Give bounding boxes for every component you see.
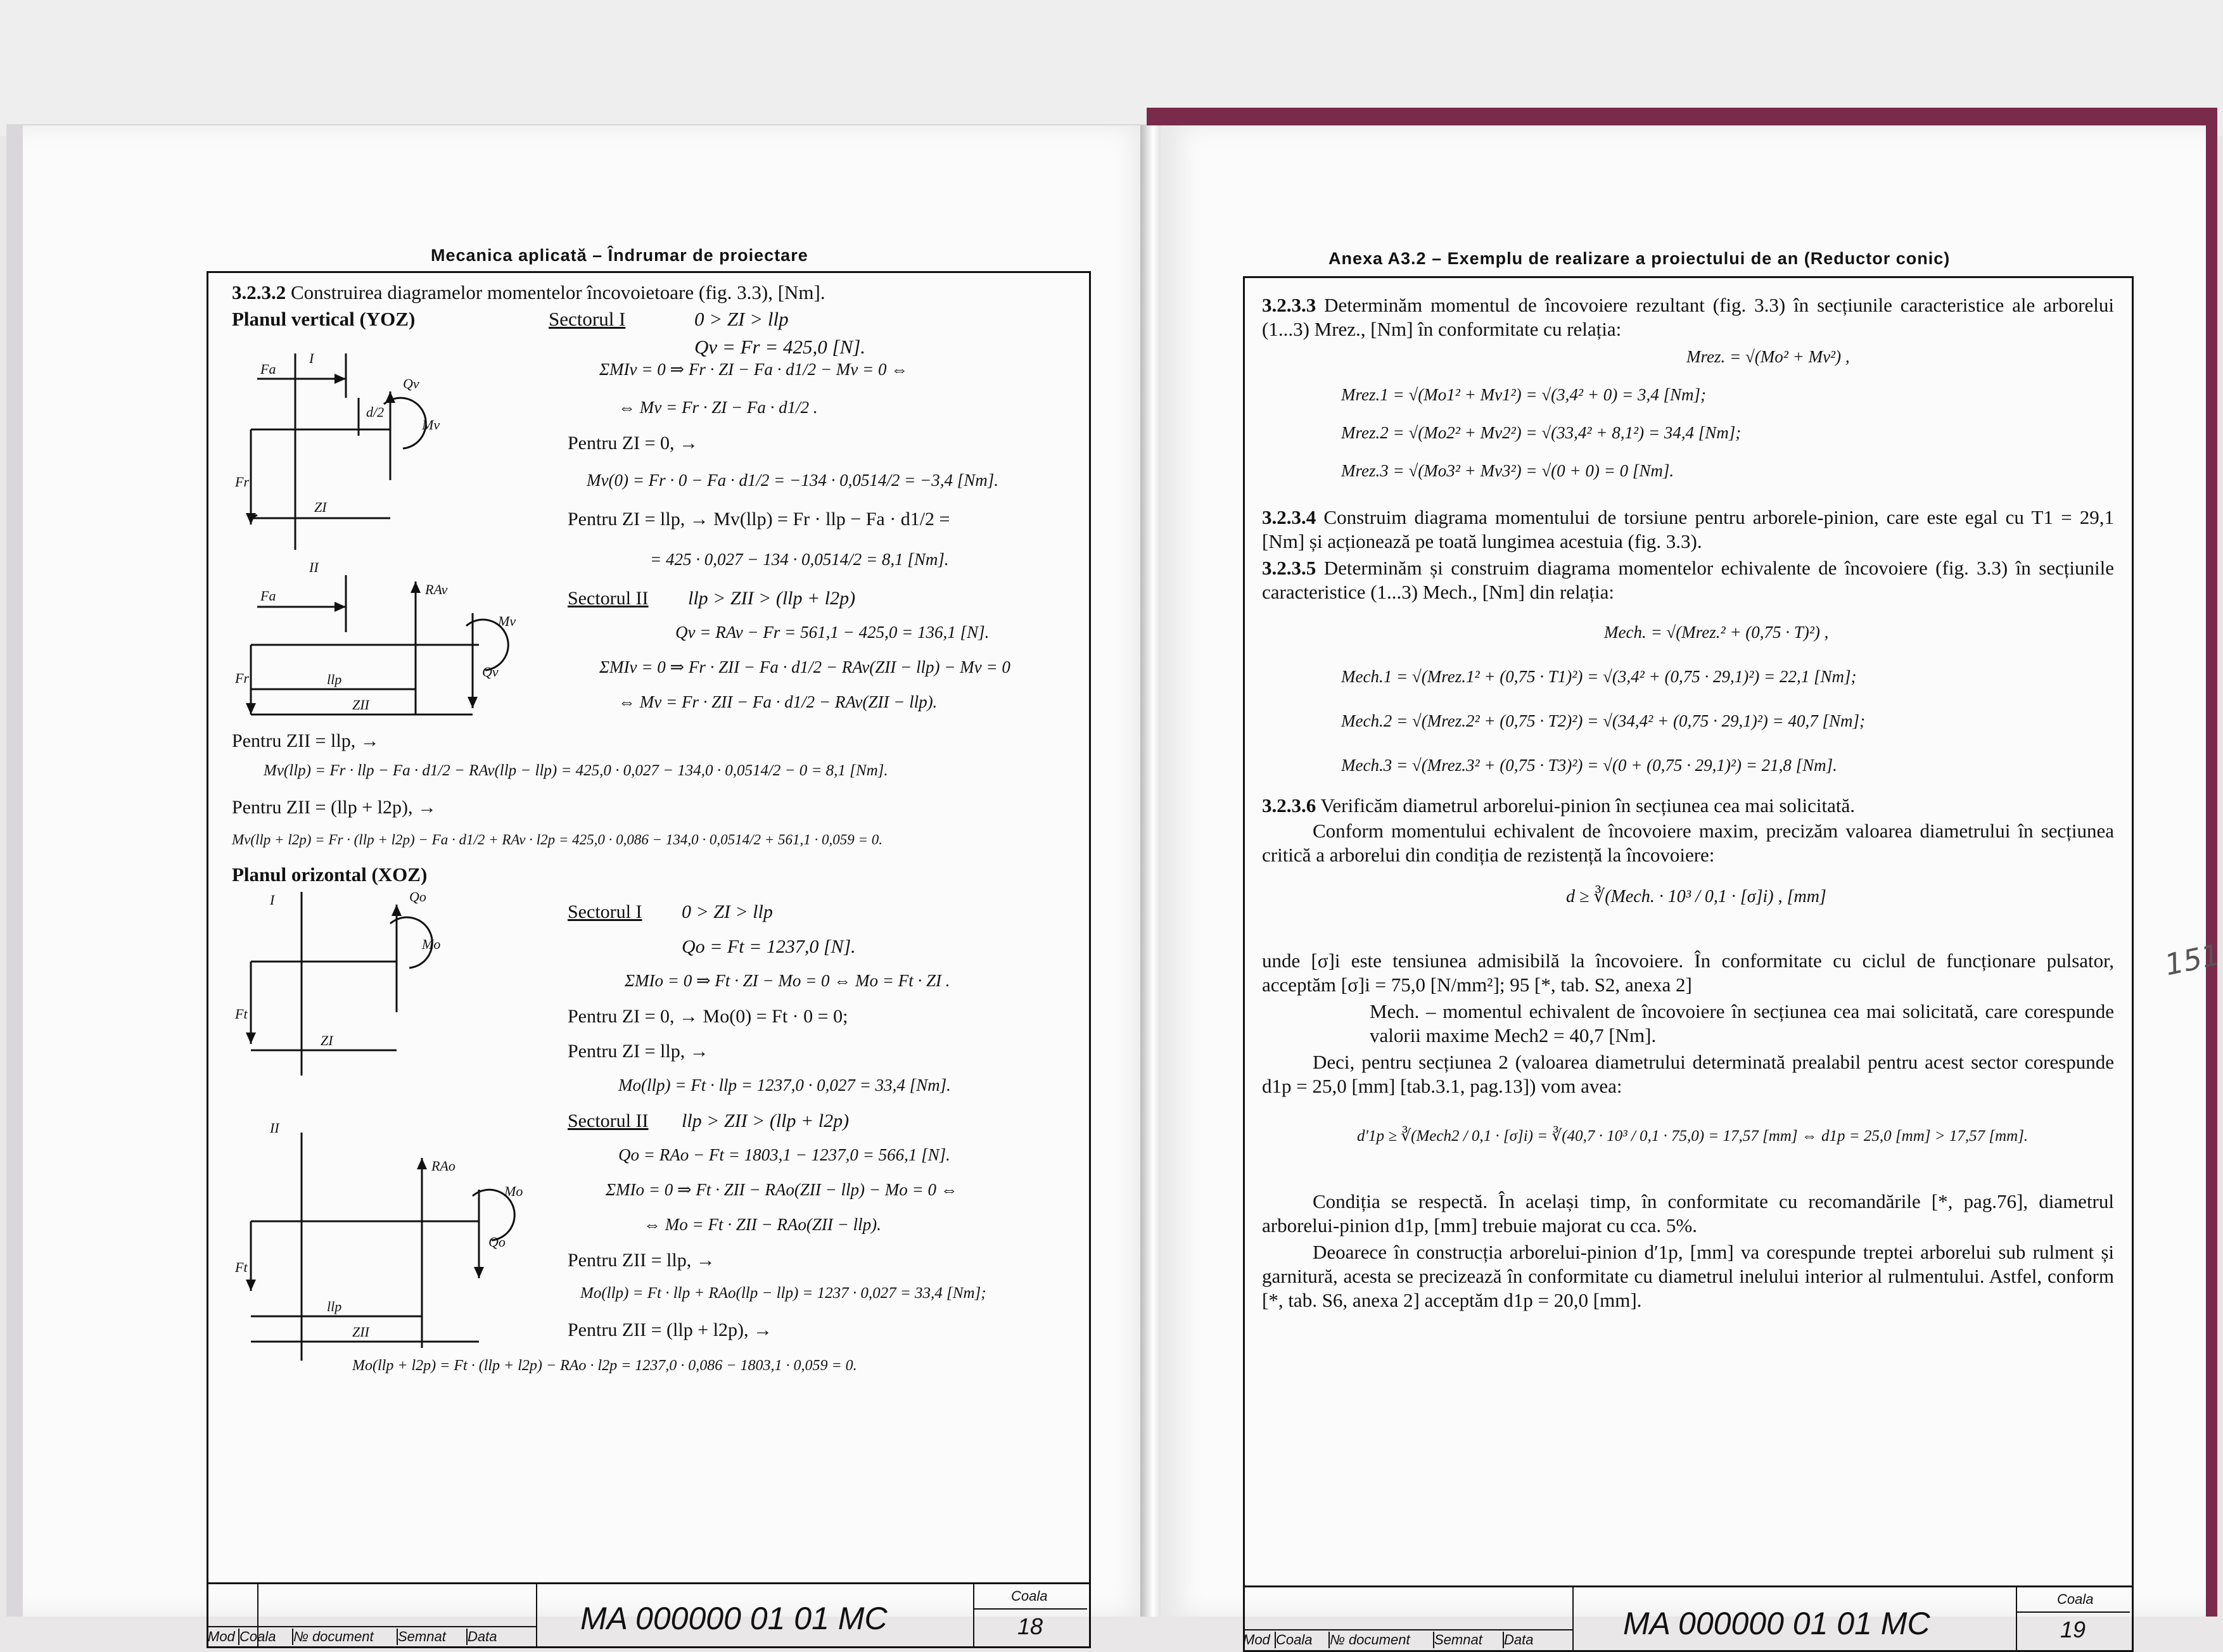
heading-number: 3.2.3.6 xyxy=(1262,794,1316,816)
section-3-2-3-4 xyxy=(1262,505,2114,554)
section-3-2-3-6 xyxy=(1262,794,2114,818)
mv-label: Mv xyxy=(422,417,440,433)
equation: Qo = RAo − Ft = 1803,1 − 1237,0 = 566,1 [N]. xyxy=(618,1145,950,1164)
heading-number: 3.2.3.2 xyxy=(232,281,286,303)
equation: ⇔ Mv = Fr · ZI − Fa · d1/2 . xyxy=(618,398,818,417)
right-page xyxy=(1161,125,2223,1648)
equation: Mo(llp) = Ft · llp + RAo(llp − llp) = 1237 · 0,027 = 33,4 [Nm]; xyxy=(580,1285,986,1302)
condition: Pentru ZI = llp, → xyxy=(568,1041,709,1062)
section-label: I xyxy=(309,350,314,366)
equation: Mech.2 = √(Mrez.2² + (0,75 · T2)²) = √(34,4² + (0,75 · 29,1)²) = 40,7 [Nm]; xyxy=(1341,711,1866,730)
stamp-col: Data xyxy=(468,1629,497,1644)
document-code: MA 000000 01 01 MC xyxy=(580,1601,888,1636)
right-header: Anexa A3.2 – Exemplu de realizare a proiectului de an (Reductor conic) xyxy=(1328,249,1951,268)
condition: Pentru ZII = (llp + l2p), → xyxy=(232,797,436,818)
mv-label: Mv xyxy=(498,613,516,629)
title-block xyxy=(207,1582,1089,1648)
sheet-label: Coala xyxy=(1011,1588,1048,1604)
handwritten-note: 151 xyxy=(2162,937,2223,982)
stamp-col: Data xyxy=(1504,1632,1534,1648)
vertical-plane-title: Planul vertical (YOZ) xyxy=(232,308,416,330)
sector-2-range: llp > ZII > (llp + l2p) xyxy=(688,588,856,609)
horizontal-plane-title: Planul orizontal (XOZ) xyxy=(232,863,428,886)
d-half-label: d/2 xyxy=(366,404,385,420)
qo-label: Qo xyxy=(488,1234,506,1250)
fr-label: Fr xyxy=(235,670,249,686)
sheet-number: 18 xyxy=(1017,1613,1043,1639)
condition: Pentru ZII = llp, → xyxy=(232,730,379,751)
condition: Pentru ZI = llp, → Mv(llp) = Fr · llp − Fa · d1/2 = xyxy=(568,509,950,530)
sector-1-label: Sectorul I xyxy=(549,308,626,330)
stamp-col: Coala xyxy=(1276,1632,1313,1648)
condition: Pentru ZII = (llp + l2p), → xyxy=(568,1319,772,1340)
heading-number: 3.2.3.3 xyxy=(1262,294,1316,316)
equation: Mech.1 = √(Mrez.1² + (0,75 · T1)²) = √(3,4² + (0,75 · 29,1)²) = 22,1 [Nm]; xyxy=(1341,667,1857,686)
stamp-col: № document xyxy=(293,1629,374,1644)
sheet-number: 19 xyxy=(2060,1617,2086,1642)
equation: Mech.3 = √(Mrez.3² + (0,75 · T3)²) = √(0 + (0,75 · 29,1)²) = 21,8 [Nm]. xyxy=(1341,756,1837,775)
equation: Mv(llp) = Fr · llp − Fa · d1/2 − RAv(llp − llp) = 425,0 · 0,027 − 134,0 · 0,0514/2 − 0 = 8,1 [Nm]. xyxy=(264,762,888,779)
sector-2-label: Sectorul II xyxy=(568,588,649,609)
llp-label: llp xyxy=(327,671,342,687)
equation: Qo = Ft = 1237,0 [N]. xyxy=(682,936,856,957)
equation: ⇔ Mv = Fr · ZII − Fa · d1/2 − RAv(ZII − llp). xyxy=(618,692,938,711)
paragraph: Conform momentului echivalent de încovoiere maxim, precizăm valoarea diametrului în secțiunea critică a arborelui din condiția de rezistență la încovoiere: xyxy=(1262,820,2114,866)
equation: d′1p ≥ ∛(Mech2 / 0,1 · [σ]i) = ∛(40,7 · 10³ / 0,1 · 75,0) = 17,57 [mm] ⇔ d1p = 25,0 [mm] > 17,57 [mm]. xyxy=(1357,1128,2029,1145)
left-header: Mecanica aplicată – Îndrumar de proiectare xyxy=(431,246,808,265)
stamp-col: № document xyxy=(1330,1632,1410,1648)
paragraph: Deoarece în construcția arborelui-pinion d′1p, [mm] va corespunde treptei arborelui sub rulment și garnitură, acesta se precizează în conformitate cu diametrul inelului interior al rulmentului. Astfel, conform [*, tab. S6, anexa 2] acceptăm d1p = 20,0 [mm]. xyxy=(1262,1241,2114,1311)
ft-label: Ft xyxy=(235,1259,248,1275)
equation: Mrez.1 = √(Mo1² + Mv1²) = √(3,4² + 0) = 3,4 [Nm]; xyxy=(1341,385,1706,404)
equation: Mv(llp + l2p) = Fr · (llp + l2p) − Fa · d1/2 + RAv · l2p = 425,0 · 0,086 − 134,0 · 0,0514/2 + 561,1 · 0,059 = 0. xyxy=(232,832,883,848)
qv-label: Qv xyxy=(482,664,499,680)
equation: Qv = RAv − Fr = 561,1 − 425,0 = 136,1 [N]. xyxy=(675,623,990,642)
equation: ΣMIo = 0 ⇒ Ft · ZI − Mo = 0 ⇔ Mo = Ft · ZI . xyxy=(625,971,950,990)
equation: ΣMIv = 0 ⇒ Fr · ZI − Fa · d1/2 − Mv = 0 ⇔ xyxy=(599,360,908,379)
fr-label: Fr xyxy=(235,474,249,490)
qv-formula: Qv = Fr = 425,0 [N]. xyxy=(694,336,866,358)
left-page xyxy=(23,125,1154,1644)
sector-1-label: Sectorul I xyxy=(568,901,642,922)
qv-label: Qv xyxy=(403,376,419,391)
equation: Mrez.2 = √(Mo2² + Mv2²) = √(33,4² + 8,1²) = 34,4 [Nm]; xyxy=(1341,423,1742,442)
paragraph: Mech. – momentul echivalent de încovoiere în secțiunea cea mai solicitată, care corespunde valorii maxime Mech2 = 40,7 [Nm]. xyxy=(1370,1000,2114,1046)
stamp-col: Semnat xyxy=(398,1629,446,1644)
llp-label: llp xyxy=(327,1299,342,1314)
condition: Pentru ZI = 0, → Mo(0) = Ft · 0 = 0; xyxy=(568,1006,848,1027)
section-label: I xyxy=(270,892,275,908)
condition: Pentru ZI = 0, → xyxy=(568,433,699,454)
stamp-col: Mod xyxy=(1243,1632,1270,1648)
equation: Mech. = √(Mrez.² + (0,75 · T)²) , xyxy=(1604,623,1829,642)
equation: Mv(0) = Fr · 0 − Fa · d1/2 = −134 · 0,0514/2 = −3,4 [Nm]. xyxy=(587,471,999,490)
stamp-col: Mod xyxy=(208,1629,235,1644)
condition: Pentru ZII = llp, → xyxy=(568,1250,715,1271)
equation: = 425 · 0,027 − 134 · 0,0514/2 = 8,1 [Nm]. xyxy=(650,550,949,569)
equation: Mo(llp) = Ft · llp = 1237,0 · 0,027 = 33,4 [Nm]. xyxy=(618,1076,951,1095)
document-code: MA 000000 01 01 MC xyxy=(1623,1606,1930,1641)
rao-label: RAo xyxy=(431,1158,455,1174)
equation: d ≥ ∛(Mech. · 10³ / 0,1 · [σ]i) , [mm] xyxy=(1566,887,1826,906)
horizontal-plane-diagram xyxy=(232,879,561,1361)
section-3-2-3-3 xyxy=(1262,293,2114,341)
rav-label: RAv xyxy=(425,581,448,597)
stamp-col: Semnat xyxy=(1434,1632,1482,1648)
section-label: II xyxy=(270,1120,279,1136)
paragraph-text: Verificăm diametrul arborelui-pinion în secțiunea cea mai solicitată. xyxy=(1320,794,1856,816)
title-block xyxy=(1243,1585,2132,1651)
vertical-plane-diagram xyxy=(232,334,561,727)
heading-number: 3.2.3.4 xyxy=(1262,506,1316,528)
stamp-col: Coala xyxy=(239,1629,276,1644)
equation: ΣMIo = 0 ⇒ Ft · ZII − RAo(ZII − llp) − Mo = 0 ⇔ xyxy=(606,1180,958,1199)
heading-text: Construirea diagramelor momentelor încovoietoare (fig. 3.3), [Nm]. xyxy=(291,281,825,303)
paragraph-text: Determinăm momentul de încovoiere rezultant (fig. 3.3) în secțiunile caracteristice ale arborelui (1...3) Mrez., [Nm] în conformitate cu relația: xyxy=(1262,294,2114,340)
sector-1-range: 0 > ZI > llp xyxy=(682,901,773,922)
section-label: II xyxy=(309,559,319,575)
equation: Mo(llp + l2p) = Ft · (llp + l2p) − RAo · l2p = 1237,0 · 0,086 − 1803,1 · 0,059 = 0. xyxy=(352,1357,857,1374)
sector-2-range: llp > ZII > (llp + l2p) xyxy=(682,1110,850,1131)
equation: ΣMIv = 0 ⇒ Fr · ZII − Fa · d1/2 − RAv(ZII − llp) − Mv = 0 xyxy=(599,658,1010,677)
paragraph-text: Determinăm și construim diagrama momentelor echivalente de încovoiere (fig. 3.3) în secțiunile caracteristice (1...3) Mech., [Nm] din relația: xyxy=(1262,557,2115,603)
fa-label: Fa xyxy=(260,361,276,377)
paragraph-text: Construim diagrama momentului de torsiune pentru arborele-pinion, care este egal cu T1 = 29,1 [Nm] și acționează pe toată lungimea acestuia (fig. 3.3). xyxy=(1262,506,2115,552)
zi-label: ZI xyxy=(321,1032,333,1048)
equation: ⇔ Mo = Ft · ZII − RAo(ZII − llp). xyxy=(644,1215,881,1234)
paragraph: Deci, pentru secțiunea 2 (valoarea diametrului determinată prealabil pentru acest sector corespunde d1p = 25,0 [mm] [tab.3.1, pag.13]) vom avea: xyxy=(1262,1051,2114,1097)
fa-label: Fa xyxy=(260,588,276,604)
mo-label: Mo xyxy=(504,1183,523,1199)
section-3-2-3-5 xyxy=(1262,556,2114,604)
equation: Mrez. = √(Mo² + Mv²) , xyxy=(1686,347,1850,366)
equation: Mrez.3 = √(Mo3² + Mv3²) = √(0 + 0) = 0 [Nm]. xyxy=(1341,461,1674,480)
zi-label: ZI xyxy=(314,499,327,515)
zii-label: ZII xyxy=(352,697,369,713)
paragraph: Condiția se respectă. În același timp, în conformitate cu recomandările [*, pag.76], diametrul arborelui-pinion d1p, [mm] trebuie majorat cu cca. 5%. xyxy=(1262,1190,2114,1236)
ft-label: Ft xyxy=(235,1006,248,1022)
sector-2-label: Sectorul II xyxy=(568,1110,649,1131)
zii-label: ZII xyxy=(352,1324,369,1340)
sector-1-range: 0 > ZI > llp xyxy=(694,308,789,330)
mo-label: Mo xyxy=(422,936,441,952)
paragraph: unde [σ]i este tensiunea admisibilă la încovoiere. În conformitate cu ciclul de funcționare pulsator, acceptăm [σ]i = 75,0 [N/mm²]; 95 [*, tab. S2, anexa 2] xyxy=(1262,950,2114,996)
heading-number: 3.2.3.5 xyxy=(1262,557,1316,579)
sheet-label: Coala xyxy=(2057,1591,2094,1607)
qo-label: Qo xyxy=(409,889,426,905)
